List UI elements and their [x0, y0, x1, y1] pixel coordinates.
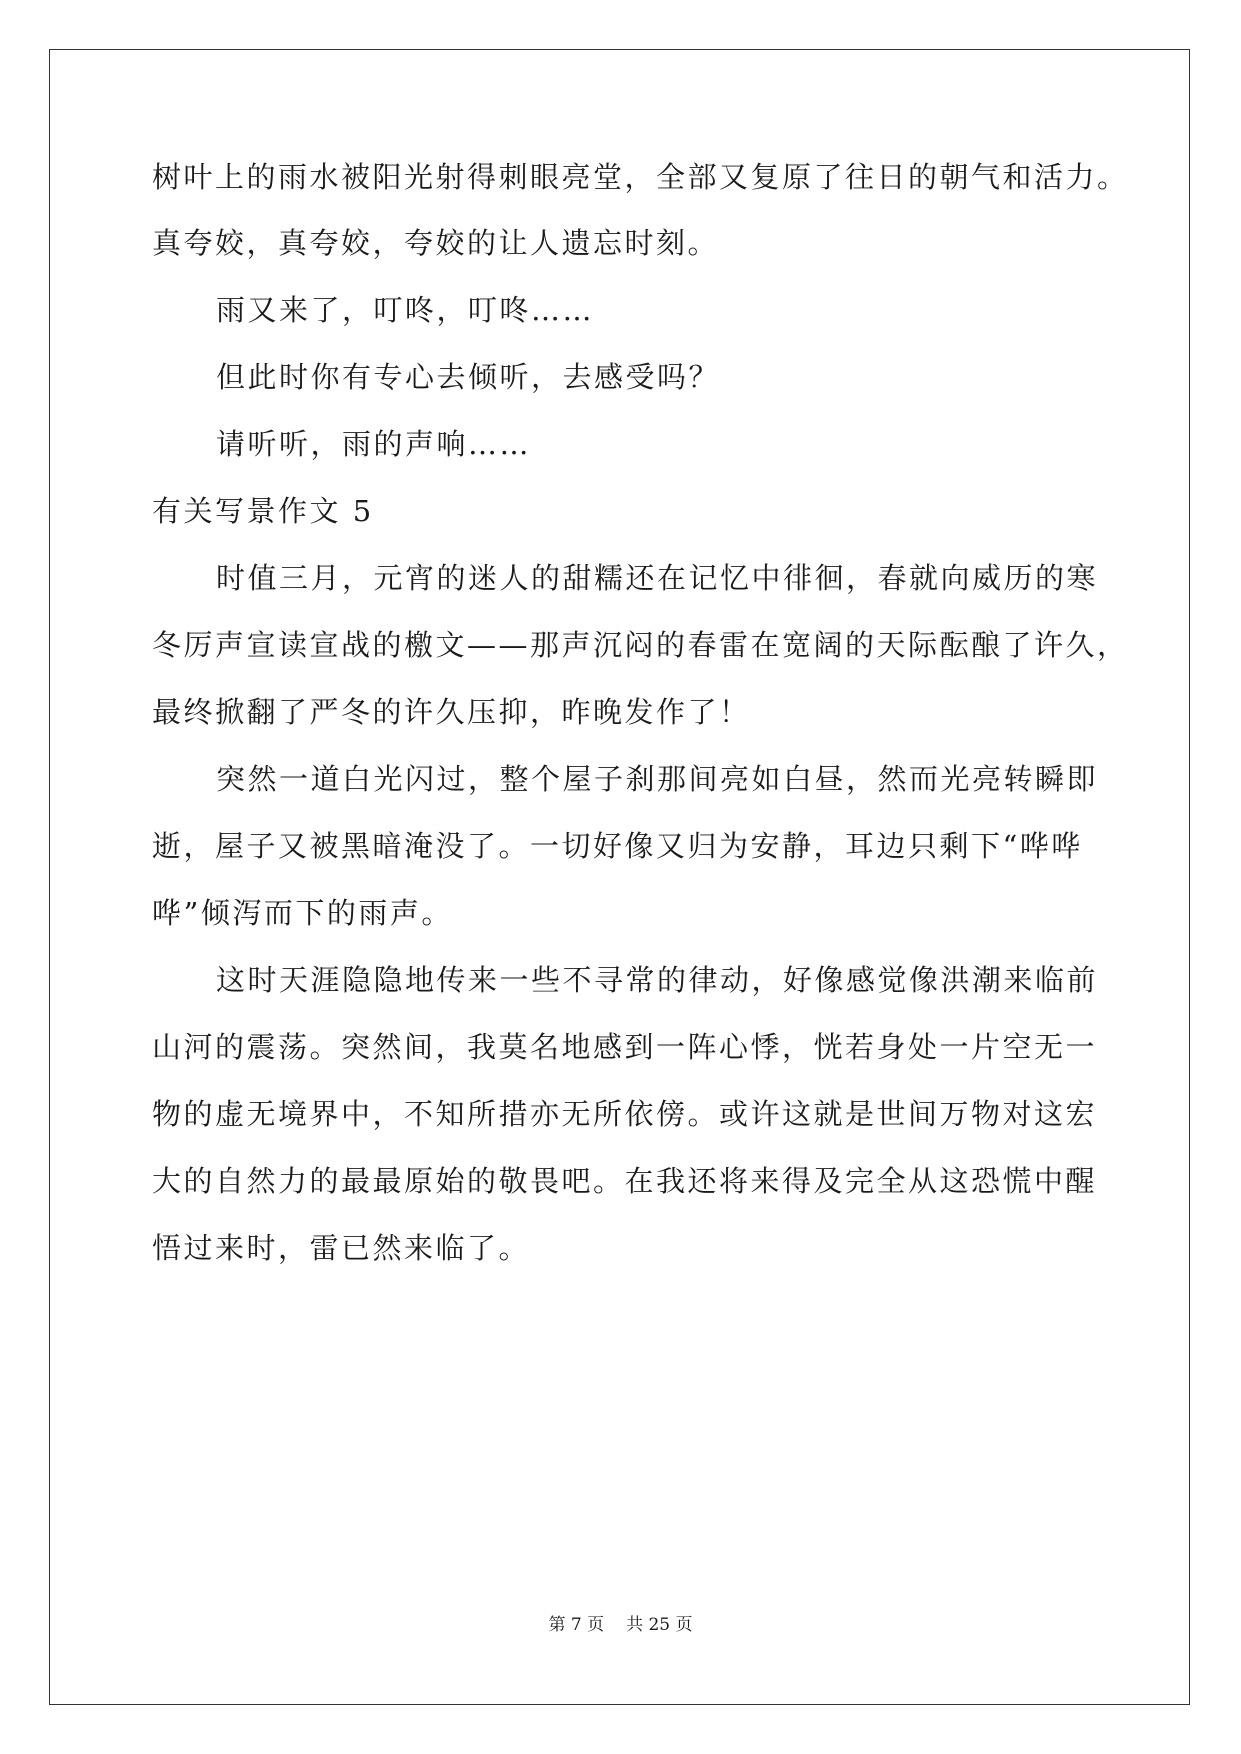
text-line: 突然一道白光闪过，整个屋子刹那间亮如白昼，然而光亮转瞬即 — [216, 762, 1099, 796]
text-line: 雨又来了，叮咚，叮咚…… — [216, 293, 595, 327]
text-line: 最终掀翻了严冬的许久压抑，昨晚发作了！ — [152, 695, 751, 729]
text-line: 物的虚无境界中，不知所措亦无所依傍。或许这就是世间万物对这宏 — [152, 1097, 1098, 1131]
text-line: 冬厉声宣读宣战的檄文——那声沉闷的春雷在宽阔的天际酝酿了许久， — [152, 628, 1129, 662]
text-line: 时值三月，元宵的迷人的甜糯还在记忆中徘徊，春就向威历的寒 — [216, 561, 1099, 595]
text-line: 树叶上的雨水被阳光射得刺眼亮堂，全部又复原了往日的朝气和活力。 — [152, 160, 1129, 194]
text-line: 请听听，雨的声响…… — [216, 427, 532, 461]
text-line: 这时天涯隐隐地传来一些不寻常的律动，好像感觉像洪潮来临前 — [216, 963, 1099, 997]
text-line: 真夸姣，真夸姣，夸姣的让人遗忘时刻。 — [152, 226, 720, 260]
text-line: 但此时你有专心去倾听，去感受吗？ — [216, 360, 721, 394]
text-line: 悟过来时，雷已然来临了。 — [152, 1231, 531, 1265]
text-line: 大的自然力的最最原始的敬畏吧。在我还将来得及完全从这恐慌中醒 — [152, 1164, 1098, 1198]
text-line: 哗”倾泻而下的雨声。 — [152, 896, 453, 930]
page-number: 第 7 页 — [548, 1615, 605, 1635]
text-line: 山河的震荡。突然间，我莫名地感到一阵心悸，恍若身处一片空无一 — [152, 1030, 1098, 1064]
page-footer — [0, 1610, 1241, 1635]
page-total: 共 25 页 — [626, 1615, 693, 1635]
section-heading: 有关写景作文 5 — [152, 494, 374, 528]
text-line: 逝，屋子又被黑暗淹没了。一切好像又归为安静，耳边只剩下“哗哗 — [152, 829, 1083, 863]
